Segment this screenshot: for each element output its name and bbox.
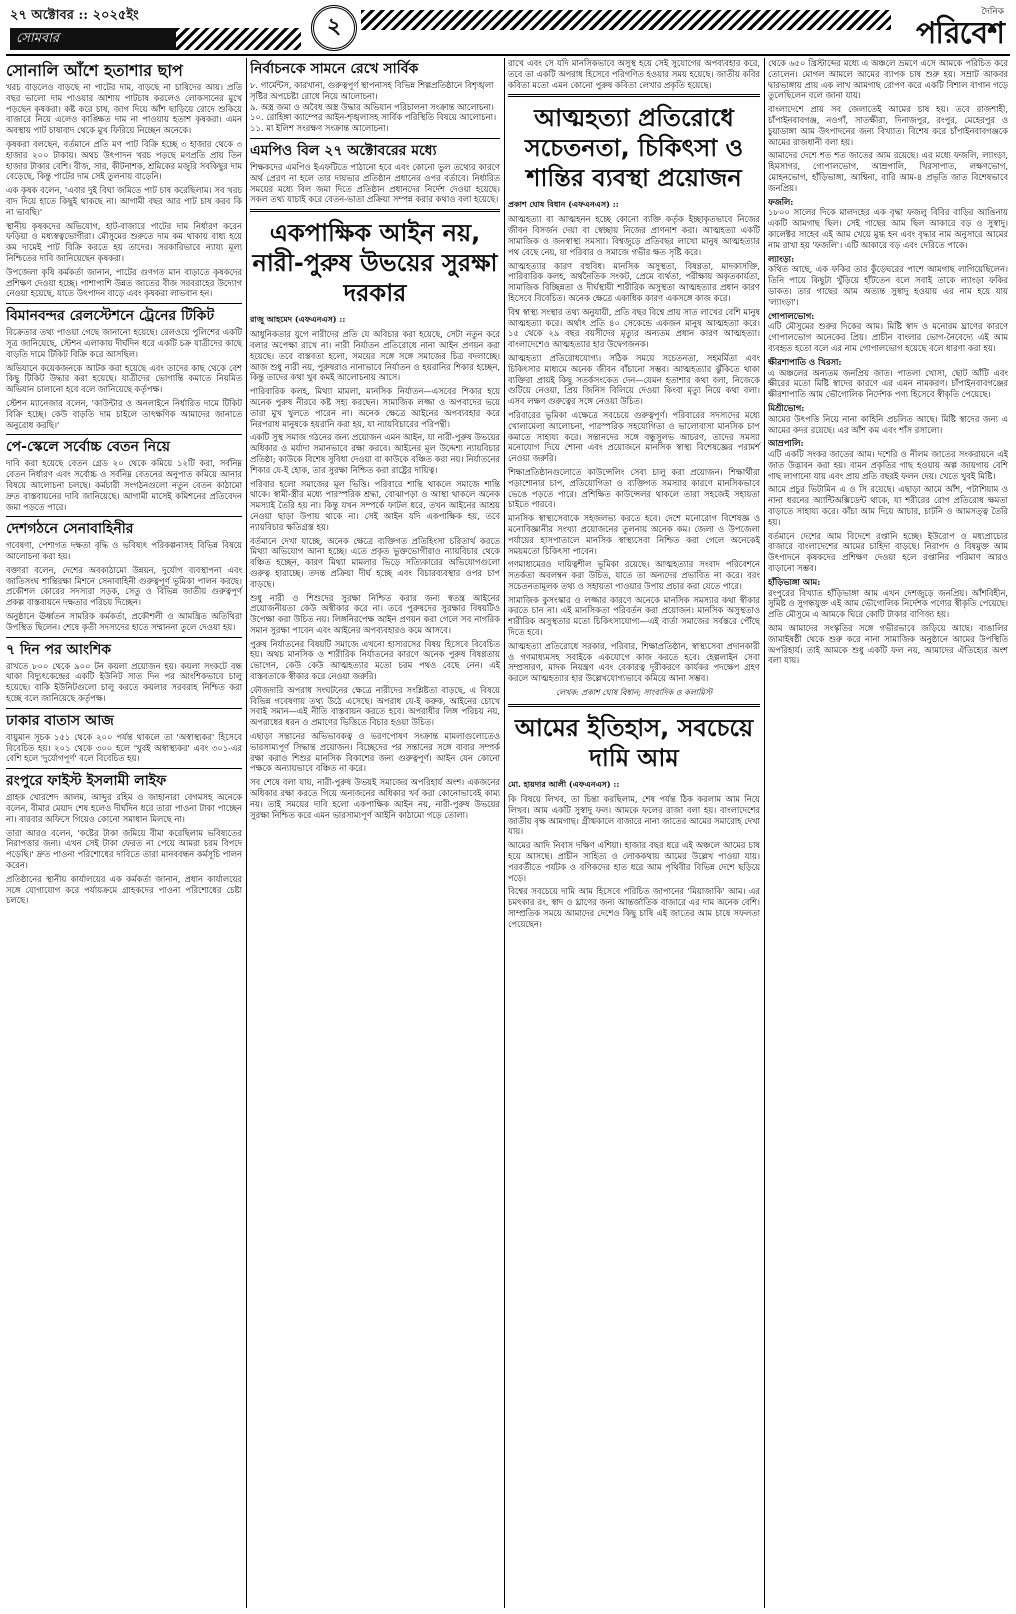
haribhanga-paragraph: আম আমাদের সংস্কৃতির সঙ্গে গভীরভাবে জড়িয়ে আছে। বাঙালির জামাইষষ্ঠী থেকে শুরু করে নানা সামাজিক অনুষ্ঠানে আমের উপস্থিতি অপরিহার্য। তাই আমকে শুধু একটি ফল নয়, আমাদের ঐতিহ্যের অংশ বলা যায়। — [768, 623, 1008, 666]
suicide-article-paragraph: পরিবারের ভূমিকা এক্ষেত্রে সবচেয়ে গুরুত্বপূর্ণ। পরিবারের সদস্যদের মধ্যে খোলামেলা আলোচনা, পারস্পরিক সহযোগিতা ও ভালোবাসা মানসিক চাপ কমাতে সাহায্য করে। সন্তানদের সঙ্গে বন্ধুসুলভ আচরণ, তাদের সমস্যা মনোযোগ দিয়ে শোনা এবং প্রয়োজনে মানসিক স্বাস্থ্য বিশেষজ্ঞের পরামর্শ নেওয়া জরুরি। — [508, 409, 760, 464]
suicide-article-paragraph: আত্মহত্যা প্রতিরোধে সরকার, পরিবার, শিক্ষাপ্রতিষ্ঠান, স্বাস্থ্যসেবা প্রদানকারী ও গণমাধ্যমসহ সবাইকে একযোগে কাজ করতে হবে। হেল্পলাইন সেবা সম্প্রসারণ, মাদক নিয়ন্ত্রণ এবং বেকারত্ব দূরীকরণে কার্যকর পদক্ষেপ গ্রহণ করলে আত্মহত্যার হার উল্লেখযোগ্যভাবে কমিয়ে আনা সম্ভব। — [508, 640, 760, 684]
mpo-headline: এমপিও বিল ২৭ অক্টোবরের মধ্যে — [250, 142, 437, 159]
power-headline: ৭ দিন পর আংশিক — [6, 641, 112, 658]
suicide-article-paragraph: মানসিক স্বাস্থ্যসেবাকে সহজলভ্য করতে হবে। দেশে মনোরোগ বিশেষজ্ঞ ও মনোবিজ্ঞানীর সংখ্যা প্রয়োজনের তুলনায় অনেক কম। জেলা ও উপজেলা পর্যায়ের হাসপাতালে মানসিক স্বাস্থ্যসেবা নিশ্চিত করা গেলে অনেকেই সময়মতো চিকিৎসা পাবেন। — [508, 513, 760, 556]
law-article-paragraph: এছাড়া সন্তানের অভিভাবকত্ব ও ভরণপোষণ সংক্রান্ত মামলাগুলোতেও ভারসাম্যপূর্ণ সিদ্ধান্ত প্রয়োজন। বিচ্ছেদের পর সন্তানের সঙ্গে বাবার সম্পর্ক রক্ষা করাও শিশুর মানসিক বিকাশের জন্য গুরুত্বপূর্ণ। আইন যেন কোনো পক্ষকে অন্যায়ভাবে বঞ্চিত না করে। — [250, 731, 500, 774]
jute-paragraph: উপজেলা কৃষি কর্মকর্তা জানান, পাটের গুণগত মান বাড়াতে কৃষকদের প্রশিক্ষণ দেওয়া হচ্ছে। পাশাপাশি উন্নত জাতের বীজ সরবরাহের উদ্যোগ নেওয়া হয়েছে, যাতে উৎপাদন বাড়ে এবং কৃষকরা লাভবান হন। — [6, 266, 242, 299]
amrapali-paragraph: আমে প্রচুর ভিটামিন এ ও সি রয়েছে। এছাড়া আমে আঁশ, পটাশিয়াম ও নানা ধরনের অ্যান্টিঅক্সিডেন্ট থাকে, যা শরীরের রোগ প্রতিরোধ ক্ষমতা বাড়াতে সাহায্য করে। কাঁচা আম দিয়ে আচার, চাটনি ও আমসত্ত্ব তৈরি হয়। — [768, 484, 1008, 527]
jute-paragraph: স্থানীয় কৃষকদের অভিযোগ, হাট-বাজারে পাটের দাম নির্ধারণ করেন ফড়িয়া ও মধ্যস্বত্বভোগীরা। মৌসুমের শুরুতে দাম কম থাকায় বাধ্য হয়ে কম দামেই পাট বিক্রি করতে হয় তাদের। সরকারিভাবে ন্যায্য মূল্য নিশ্চিতের দাবি জানিয়েছেন কৃষকরা। — [6, 220, 242, 263]
subhead-haribhanga: হাঁড়িভাঙ্গা আম: — [768, 576, 821, 587]
insurance-paragraph: গ্রাহক খোরশেদ আলম, আব্দুর রহিম ও জাহানারা বেগমসহ অনেকে বলেন, বীমার মেয়াদ শেষ হলেও দীর্ঘদিন ধরে তারা পাওনা টাকা পাচ্ছেন না। বারবার অফিসে গিয়েও কোনো সমাধান মিলছে না। — [6, 792, 242, 824]
newspaper-logo — [894, 4, 1004, 50]
jute-headline: সোনালি আঁশে হতাশার ছাপ — [6, 61, 183, 80]
suicide-article-paragraph: সামাজিক কুসংস্কার ও লজ্জার কারণে অনেকে মানসিক সমস্যার কথা স্বীকার করতে চান না। এই মানসিকতা পরিবর্তন করা প্রয়োজন। মানসিক অসুস্থতাও শারীরিক অসুস্থতার মতো চিকিৎসাযোগ্য—এই বার্তা সমাজের সর্বস্তরে পৌঁছে দিতে হবে। — [508, 594, 760, 638]
list-item: ৮. গার্মেন্টস, কারখানা, গুরুত্বপূর্ণ স্থাপনাসহ বিভিন্ন শিল্পপ্রতিষ্ঠানে বিশৃঙ্খলা সৃষ্টির অপচেষ্টা রোধে নিয়ে আলোচনা। — [250, 80, 494, 101]
mango-article-paragraph: কি বিষয়ে লিখব, তা চিন্তা করছিলাম, শেষ পর্যন্ত ঠিক করলাম আম নিয়ে লিখব। আম একটি সুস্বাদু ফল। আমকে ফলের রাজা বলা হয়। বাংলাদেশের জাতীয় বৃক্ষ আমগাছ। গ্রীষ্মকালে বাজারে নানা জাতের আমের সমারোহ দেখা যায়। — [508, 794, 760, 837]
logo-prefix: দৈনিক — [981, 7, 1004, 17]
air-quality-paragraph: বায়ুমান সূচক ১৫১ থেকে ২০০ পর্যন্ত থাকলে তা 'অস্বাস্থ্যকর' হিসেবে বিবেচিত হয়। ২০১ থেকে ৩০০ হলে 'খুবই অস্বাস্থ্যকর' এবং ৩০১-এর বেশি হলে 'দুর্যোগপূর্ণ' বলে বিবেচিত হয়। — [6, 731, 242, 764]
divider — [6, 768, 242, 769]
suicide-article-byline: প্রকাশ ঘোষ বিধান (এফএনএস) :: — [508, 199, 619, 210]
mpo-paragraph: শিক্ষকদের এমপিও ইএফটিতে পাঠানো হবে এবং কোনো ভুল তথ্যের কারণে অর্থ প্রেরণ না হলে তার দায়ভার প্রতিষ্ঠান প্রধানের ওপর বর্তাবে। নির্ধারিত সময়ের মধ্যে বিল জমা দিতে প্রতিষ্ঠান প্রধানদের নির্দেশ দেওয়া হয়েছে। সকল তথ্য যাচাই করে বেতন-ভাতা প্রক্রিয়া সম্পন্ন করার কথাও বলা হয়েছে। — [250, 161, 500, 205]
mango-continued-paragraph: বাংলাদেশে প্রায় সব জেলাতেই আমের চাষ হয়। তবে রাজশাহী, চাঁপাইনবাবগঞ্জ, নওগাঁ, সাতক্ষীরা, দিনাজপুর, রংপুর, মেহেরপুর ও চুয়াডাঙ্গা আম উৎপাদনের জন্য বিখ্যাত। বিশেষ করে চাঁপাইনবাবগঞ্জকে আমের রাজধানী বলা হয়। — [768, 104, 1008, 147]
gopalbhog-paragraph: এটি মৌসুমের শুরুর দিকের আম। মিষ্টি স্বাদ ও মনোরম ঘ্রাণের কারণে গোপালভোগ অনেকের প্রিয়। প্রাচীন বাংলার ভোগ-নৈবেদ্যে এই আম ব্যবহৃত হতো বলে এর নাম গোপালভোগ হয়েছে বলে ধারণা করা হয়। — [768, 321, 1008, 353]
subhead-langra: ল্যাংড়া: — [768, 253, 795, 264]
divider — [6, 516, 242, 517]
law-article-paragraph: আধুনিকতার যুগে নারীদের প্রতি যে অবিচার করা হয়েছে, সেটা নতুন করে বলার অপেক্ষা রাখে না। নারী নির্যাতন প্রতিরোধে নানা আইন প্রণয়ন করা হয়েছে। তবে বাস্তবতা হলো, সময়ের সঙ্গে সঙ্গে সমাজের চিত্র বদলাচ্ছে। আজ শুধু নারী নয়, পুরুষরাও নানাভাবে নির্যাতন ও হয়রানির শিকার হচ্ছেন, কিন্তু তাদের কথা খুব কমই আলোচনায় আসে। — [250, 329, 500, 383]
suicide-article-paragraph: গণমাধ্যমেরও দায়িত্বশীল ভূমিকা রয়েছে। আত্মহত্যার সংবাদ পরিবেশনে সতর্কতা অবলম্বন করা উচিত, যাতে তা অন্যদের প্রভাবিত না করে। বরং সচেতনতামূলক তথ্য ও সহায়তা পাওয়ার উপায় প্রচার করা যেতে পারে। — [508, 559, 760, 591]
suicide-article-paragraph: বিশ্ব স্বাস্থ্য সংস্থার তথ্য অনুযায়ী, প্রতি বছর বিশ্বে প্রায় সাত লাখের বেশি মানুষ আত্মহত্যা করে। অর্থাৎ প্রতি ৪০ সেকেন্ডে একজন মানুষ আত্মহত্যা করে। ১৫ থেকে ২৯ বছর বয়সীদের মৃত্যুর অন্যতম প্রধান কারণ আত্মহত্যা। বাংলাদেশেও আত্মহত্যার হার উদ্বেগজনক। — [508, 306, 760, 350]
law-article-headline: একপাক্ষিক আইন নয়, নারী-পুরুষ উভয়ের সুরক্ষা দরকার — [252, 219, 498, 308]
divider — [6, 708, 242, 709]
column-4 — [768, 58, 1008, 1608]
mango-article-byline: মো. হায়দার আলী (এফএনএস) :: — [508, 779, 620, 790]
insurance-paragraph: তারা আরও বলেন, 'কষ্টের টাকা জমিয়ে বীমা করেছিলাম ভবিষ্যতের নিরাপত্তার জন্য। এখন সেই টাকা ফেরত না পেয়ে আমরা চরম বিপদে পড়েছি।' দ্রুত পাওনা পরিশোধের দাবিতে তারা মানববন্ধন কর্মসূচি পালন করেন। — [6, 827, 242, 871]
haribhanga-paragraph: রংপুরের বিখ্যাত হাঁড়িভাঙ্গা আম এখন দেশজুড়ে জনপ্রিয়। আঁশবিহীন, সুমিষ্ট ও সুগন্ধযুক্ত এই আম ভৌগোলিক নির্দেশক পণ্যের স্বীকৃতি পেয়েছে। প্রতি মৌসুমে এ আমকে ঘিরে কোটি টাকার বাণিজ্য হয়। — [768, 587, 1008, 620]
divider — [6, 637, 242, 638]
army-paragraph: বক্তারা বলেন, দেশের অবকাঠামো উন্নয়ন, দুর্যোগ ব্যবস্থাপনা এবং জাতিসংঘ শান্তিরক্ষা মিশনে সেনাবাহিনী গুরুত্বপূর্ণ ভূমিকা পালন করছে। প্রকৌশল কোরের সদস্যরা সড়ক, সেতু ও বিভিন্ন জাতীয় গুরুত্বপূর্ণ প্রকল্প বাস্তবায়নে দক্ষতার পরিচয় দিচ্ছেন। — [6, 564, 242, 608]
law-article-paragraph: বর্তমানে দেখা যাচ্ছে, অনেক ক্ষেত্রে ব্যক্তিগত প্রতিহিংসা চরিতার্থ করতে মিথ্যা অভিযোগ আনা হচ্ছে। এতে প্রকৃত ভুক্তভোগীরাও ন্যায়বিচার থেকে বঞ্চিত হচ্ছেন, কারণ মিথ্যা মামলার ভিড়ে সত্যিকারের অভিযোগগুলো গুরুত্ব হারাচ্ছে। তদন্ত প্রক্রিয়া দীর্ঘ হচ্ছে এবং বিচারব্যবস্থার ওপর চাপ বাড়ছে। — [250, 535, 500, 589]
air-quality-headline: ঢাকার বাতাস আজ — [6, 712, 114, 729]
suicide-article-paragraph: আত্মহত্যা বা আত্মহনন হচ্ছে কোনো ব্যক্তি কর্তৃক ইচ্ছাকৃতভাবে নিজের জীবন বিসর্জন দেয়া বা স্বেচ্ছায় নিজের প্রাণনাশ করা। আত্মহত্যা একটি সামাজিক ও জনস্বাস্থ্য সমস্যা। বিশ্বজুড়ে প্রতিবছর লাখো মানুষ আত্মহত্যার পথ বেছে নেয়, যা পরিবার ও সমাজে গভীর ক্ষত সৃষ্টি করে। — [508, 214, 760, 257]
jute-paragraph: কৃষকরা বলছেন, বর্তমানে প্রতি মণ পাট বিক্রি হচ্ছে ৩ হাজার থেকে ৩ হাজার ২০০ টাকায়। অথচ উৎপাদন খরচ পড়ছে মণপ্রতি প্রায় তিন হাজার টাকার বেশি। বীজ, সার, কীটনাশক, শ্রমিকের মজুরি সবকিছুর দাম বেড়েছে, কিন্তু পাটের দাম সেই তুলনায় বাড়েনি। — [6, 138, 242, 182]
weekday-label: সোমবার — [10, 28, 176, 50]
jute-paragraph: খরচ বাড়লেও বাড়ছে না পাটের দাম, বাড়ছে না চাষিদের আয়। প্রতি বছর ভালো দাম পাওয়ার আশায় পাটচাষ করলেও লোকসানের মুখে পড়ছেন কৃষকরা। কষ্ট করে চাষ, জাগ দিয়ে আঁশ ছাড়িয়ে রোদে শুকিয়ে বাজারে নিয়ে এলেও কাঙ্ক্ষিত দাম না পাওয়ায় হতাশ কৃষকরা। এমন অবস্থায় পাট চাষাবাদ থেকে মুখ ফিরিয়ে নিচ্ছেন অনেকে। — [6, 82, 242, 136]
khirsapat-paragraph: এ অঞ্চলের অন্যতম জনপ্রিয় জাত। পাতলা খোসা, ছোট আঁটি এবং ক্ষীরের মতো মিষ্টি স্বাদের কারণে এর এমন নামকরণ। চাঁপাইনবাবগঞ্জের ক্ষীরশাপাতি আম ভৌগোলিক নির্দেশক পণ্য হিসেবে স্বীকৃতি পেয়েছে। — [768, 367, 1008, 400]
logo-title: পরিবেশ — [916, 16, 1004, 51]
suicide-article-paragraph: আত্মহত্যার কারণ বহুবিধ। মানসিক অসুস্থতা, বিষণ্ণতা, মাদকাসক্তি, পারিবারিক কলহ, অর্থনৈতিক সংকট, প্রেমে ব্যর্থতা, পরীক্ষায় অকৃতকার্যতা, সামাজিক বিচ্ছিন্নতা ও দীর্ঘস্থায়ী শারীরিক অসুস্থতা আত্মহত্যার প্রধান কারণ হিসেবে বিবেচিত। অনেক ক্ষেত্রে একাধিক কারণ একসঙ্গে কাজ করে। — [508, 260, 760, 303]
insurance-headline: রংপুরে ফাইস্ট ইসলামী লাইফ — [6, 773, 167, 790]
army-headline: দেশগঠনে সেনাবাহিনীর — [6, 521, 134, 538]
law-article-paragraph: একটি সুস্থ সমাজ গঠনের জন্য প্রয়োজন এমন আইন, যা নারী-পুরুষ উভয়ের অধিকার ও মর্যাদা সমানভাবে রক্ষা করবে। আইনের মূল উদ্দেশ্য ন্যায়বিচার প্রতিষ্ঠা; কাউকে বিশেষ সুবিধা দেওয়া বা কাউকে বঞ্চিত করা নয়। নির্যাতনের শিকার যে-ই হোক, তার সুরক্ষা নিশ্চিত করা রাষ্ট্রের দায়িত্ব। — [250, 432, 500, 475]
column-3 — [508, 58, 765, 1608]
mango-article-paragraph: বিশ্বের সবচেয়ে দামি আম হিসেবে পরিচিত জাপানের 'মিয়াজাকি' আম। এর চমৎকার রং, স্বাদ ও ঘ্রাণের জন্য আন্তর্জাতিক বাজারে এর দাম অনেক বেশি। সাম্প্রতিক সময়ে আমাদের দেশেও কিছু চাষি এই জাতের আম চাষে সফলতা পেয়েছেন। — [508, 886, 760, 929]
mishribhog-paragraph: আমের উৎপত্তি নিয়ে নানা কাহিনি প্রচলিত আছে। মিষ্টি স্বাদের জন্য এ আমের কদর রয়েছে। এর আঁশ কম এবং শাঁস রসালো। — [768, 413, 1008, 435]
subhead-gopalbhog: গোপালভোগ: — [768, 310, 815, 321]
langra-paragraph: কথিত আছে, এক ফকির তার কুঁড়েঘরের পাশে আমগাছ লাগিয়েছিলেন। তিনি পায়ে কিছুটা খুঁড়িয়ে হাঁটতেন বলে সবাই তাকে ল্যাংড়া ফকির ডাকত। তার গাছের আম অত্যন্ত সুস্বাদু হওয়ায় এর নাম হয়ে যায় 'ল্যাংড়া'। — [768, 264, 1008, 307]
law-article-paragraph: সব শেষে বলা যায়, নারী-পুরুষ উভয়ই সমাজের অপরিহার্য অংশ। একজনের অধিকার রক্ষা করতে গিয়ে অন্যজনের অধিকার খর্ব করা কোনোভাবেই কাম্য নয়। তাই সময়ের দাবি হলো একপাক্ষিক আইন নয়, নারী-পুরুষ উভয়ের সুরক্ষা নিশ্চিত করে এমন ভারসাম্যপূর্ণ আইনি কাঠামো গড়ে তোলা। — [250, 777, 500, 820]
railway-paragraph: স্টেশন ম্যানেজার বলেন, 'কাউন্টার ও অনলাইনে নির্ধারিত দামে টিকিট বিক্রি হচ্ছে। কেউ বাড়তি দাম চাইলে তাৎক্ষণিক আমাদের জানাতে অনুরোধ করছি।' — [6, 397, 242, 430]
continued-paragraph: রাখে এবং সে যদি মানসিকভাবে অসুস্থ হয়ে সেই সুযোগের অপব্যবহার করে, তবে তা একটি অপরাধ হিসেবে পরিগণিত হওয়ার সময় হয়েছে। জাতীয় কবির কবিতা মতো এমন কোনো পুরুষ কবিতা লেখার প্রকৃতি হয়েছে। — [508, 58, 760, 90]
column-2 — [250, 58, 505, 1608]
suicide-article-paragraph: শিক্ষাপ্রতিষ্ঠানগুলোতে কাউন্সেলিং সেবা চালু করা প্রয়োজন। শিক্ষার্থীরা পড়াশোনার চাপ, প্রতিযোগিতা ও ব্যক্তিগত সমস্যার কারণে মানসিকভাবে ভেঙে পড়তে পারে। প্রশিক্ষিত কাউন্সেলর থাকলে তারা সহজেই সহায়তা চাইতে পারবে। — [508, 466, 760, 510]
subhead-khirsapat: ক্ষীরশাপাতি ও খিরসা: — [768, 356, 842, 367]
mango-article-paragraph: আমের আদি নিবাস দক্ষিণ এশিয়া। হাজার বছর ধরে এই অঞ্চলে আমের চাষ হয়ে আসছে। প্রাচীন সাহিত্য ও লোককথায় আমের উল্লেখ পাওয়া যায়। পরবর্তীতে পর্যটক ও বণিকদের হাত ধরে আম পৃথিবীর বিভিন্ন দেশে ছড়িয়ে পড়ে। — [508, 840, 760, 883]
suicide-article-headline: আত্মহত্যা প্রতিরোধে সচেতনতা, চিকিৎসা ও শান্তির ব্যবস্থা প্রয়োজন — [524, 104, 744, 193]
fazli-paragraph: ১৮০০ সালের দিকে মালদহের এক বৃদ্ধা ফজলু বিবির বাড়ির আঙিনায় একটি আমগাছ ছিল। সেই গাছের আম ছিল আকারে বড় ও সুস্বাদু। কালেক্টর সাহেব এই আম খেয়ে মুগ্ধ হন এবং বৃদ্ধার নাম অনুসারে আমের নাম রাখা হয় 'ফজলি'। এটি আকারে বড় এবং দেরিতে পাকে। — [768, 207, 1008, 250]
decorative-hatch-band — [361, 10, 891, 30]
divider — [6, 434, 242, 435]
railway-headline: বিমানবন্দর রেলস্টেশনে ট্রেনের টিকিট — [6, 308, 215, 325]
double-divider — [508, 704, 760, 707]
subhead-fazli: ফজলি: — [768, 196, 794, 207]
column-1 — [6, 58, 247, 1608]
masthead — [6, 4, 1010, 56]
law-article-paragraph: শুধু নারী ও শিশুদের সুরক্ষা নিশ্চিত করার জন্য স্বতন্ত্র আইনের প্রয়োজনীয়তা কেউ অস্বীকার করে না। তবে পুরুষদের সুরক্ষার বিষয়টিও উপেক্ষা করা উচিত নয়। লিঙ্গনিরপেক্ষ আইন প্রণয়ন করা গেলে সব নাগরিক সমান সুরক্ষা পাবেন এবং আইনের অপব্যবহারও কমে আসবে। — [250, 592, 500, 635]
list-item: ১০. রোহিঙ্গা ক্যাম্পের আইন-শৃঙ্খলাসহ সার্বিক পরিস্থিতি বিষয়ে আলোচনা। — [250, 112, 497, 123]
mango-continued-paragraph: আমাদের দেশে শত শত জাতের আম রয়েছে। এর মধ্যে ফজলি, ল্যাংড়া, হিমসাগর, গোপালভোগ, আম্রপালি, খিরসাপাত, লক্ষণভোগ, মোহনভোগ, হাঁড়িভাঙ্গা, আশ্বিনা, বারি আম-৪ প্রভৃতি জাত বিশেষভাবে জনপ্রিয়। — [768, 150, 1008, 193]
amrapali-paragraph: এটি একটি সংকর জাতের আম। দশেরি ও নীলম জাতের সংকরায়নে এই জাত উদ্ভাবন করা হয়। বামন প্রকৃতির গাছ হওয়ায় অল্প জায়গায় বেশি গাছ লাগানো যায় এবং প্রায় প্রতি বছরই ফলন দেয়। খেতে খুবই মিষ্টি। — [768, 449, 1008, 481]
subhead-amrapali: আম্রপালি: — [768, 438, 804, 449]
issue-date: ২৭ অক্টোবর :: ২০২৫ইং — [10, 8, 139, 23]
law-article-paragraph: পরিবার হলো সমাজের মূল ভিত্তি। পরিবারে শান্তি থাকলে সমাজে শান্তি থাকে। স্বামী-স্ত্রীর মধ্যে পারস্পরিক শ্রদ্ধা, বোঝাপড়া ও আস্থা থাকলে অনেক সমস্যাই তৈরি হয় না। কিন্তু যখন সম্পর্কে ফাটল ধরে, তখন আইনের আশ্রয় নেওয়া ছাড়া উপায় থাকে না। সেই আইন যদি একপাক্ষিক হয়, তবে ন্যায়বিচার ক্ষতিগ্রস্ত হয়। — [250, 478, 500, 532]
payscale-headline: পে-স্কেলে সর্বোচ্চ বেতন নিয়ে — [6, 439, 170, 456]
divider — [6, 303, 242, 304]
mango-continued-paragraph: থেকে ৬৫০ খ্রিস্টাব্দের মধ্যে এ অঞ্চলে ভ্রমণে এসে আমকে পরিচিত করে তোলেন। মোগল আমলে আমের ব্যাপক চাষ শুরু হয়। সম্রাট আকবর দ্বারভাঙ্গায় প্রায় এক লাখ আমগাছ রোপণ করে একটি বিশাল বাগান গড়ে তুলেছিলেন বলে জানা যায়। — [768, 58, 1008, 101]
law-article-paragraph: পারিবারিক কলহ, মিথ্যা মামলা, মানসিক নির্যাতন—এসবের শিকার হয়ে অনেক পুরুষ নীরবে কষ্ট সহ্য করছেন। সামাজিক লজ্জা ও অপবাদের ভয়ে তারা মুখ খুলতে পারেন না। অনেক ক্ষেত্রে আইনের অপব্যবহার করে নিরপরাধ মানুষকে হয়রানি করা হয়, যা ন্যায়বিচারের পরিপন্থী। — [250, 386, 500, 429]
railway-paragraph: বিক্রেতার তথ্য পাওয়া গেছে জানানো হয়েছে। রেলওয়ে পুলিশের একটি সূত্র জানিয়েছে, স্টেশন এলাকায় দীর্ঘদিন ধরে একটি চক্র যাত্রীদের কাছে বাড়তি দামে টিকিট বিক্রি করে আসছিল। — [6, 327, 242, 359]
mango-article-headline: আমের ইতিহাস, সবচেয়ে দামি আম — [514, 714, 754, 773]
double-divider — [508, 94, 760, 97]
amrapali-paragraph: বর্তমানে দেশের আম বিদেশে রপ্তানি হচ্ছে। ইউরোপ ও মধ্যপ্রাচ্যের বাজারে বাংলাদেশের আমের চাহিদা বাড়ছে। নিরাপদ ও বিষমুক্ত আম উৎপাদনে কৃষকদের প্রশিক্ষণ দেওয়া হলে রপ্তানির পরিমাণ আরও বাড়ানো সম্ভব। — [768, 530, 1008, 574]
election-agenda-list — [250, 80, 500, 134]
power-paragraph: রাখতে ৮০০ থেকে ৯০০ টন কয়লা প্রয়োজন হয়। কয়লা সংকটে বন্ধ থাকা বিদ্যুৎকেন্দ্রের একটি ইউনিট সাত দিন পর আংশিকভাবে চালু হয়েছে। বাকি ইউনিটগুলো চালু করতে কয়লার সরবরাহ নিশ্চিত করা হচ্ছে বলে জানিয়েছে কর্তৃপক্ষ। — [6, 660, 242, 704]
law-article-byline: রাজু আহমেদ (এফএনএস) :: — [250, 314, 346, 325]
payscale-paragraph: দাবি করা হয়েছে বেতন গ্রেড ২০ থেকে কমিয়ে ১২টি করা, সর্বনিম্ন বেতন নির্ধারণ এবং সর্বোচ্চ ও সর্বনিম্ন বেতনের অনুপাত কমিয়ে আনার বিষয়ে আলোচনা চলছে। কর্মচারী সংগঠনগুলো নতুন বেতন কাঠামো দ্রুত বাস্তবায়নের দাবি জানিয়েছে। আগামী মাসেই কমিশনের প্রতিবেদন জমা পড়তে পারে। — [6, 458, 242, 512]
decorative-hatch — [176, 28, 301, 50]
suicide-article-paragraph: আত্মহত্যা প্রতিরোধযোগ্য। সঠিক সময়ে সচেতনতা, সহমর্মিতা এবং চিকিৎসার মাধ্যমে অনেক জীবন বাঁচানো সম্ভব। আত্মহত্যার ঝুঁকিতে থাকা ব্যক্তিরা প্রায়ই কিছু সতর্কসংকেত দেন—যেমন হতাশার কথা বলা, নিজেকে গুটিয়ে নেওয়া, প্রিয় জিনিস বিলিয়ে দেওয়া কিংবা মৃত্যু নিয়ে কথা বলা। এসব লক্ষণ গুরুত্বের সঙ্গে নেওয়া উচিত। — [508, 352, 760, 407]
list-item: ১১. মা ইলিশ সংরক্ষণ সংক্রান্ত আলোচনা। — [250, 123, 389, 134]
election-headline: নির্বাচনকে সামনে রেখে সার্বিক — [250, 61, 419, 77]
law-article-paragraph: ফৌজদারি অপরাধ সংঘটনের ক্ষেত্রে নারীদের সংশ্লিষ্টতা বাড়ছে, এ বিষয়ে বিভিন্ন গবেষণায় তথ্য উঠে এসেছে। অপরাধ যে-ই করুক, আইনের চোখে সবাই সমান—এই নীতি বাস্তবায়ন করতে হবে। অপরাধীর লিঙ্গ পরিচয় নয়, অপরাধের ধরন ও প্রমাণের ভিত্তিতে বিচার হওয়া উচিত। — [250, 684, 500, 728]
jute-paragraph: এক কৃষক বলেন, 'এবার দুই বিঘা জমিতে পাট চাষ করেছিলাম। সব খরচ বাদ দিয়ে হাতে কিছুই থাকছে না। আগামী বছর আর পাট চাষ করব কি না ভাবছি।' — [6, 185, 242, 217]
subhead-mishribhog: মিশ্রীভোগ: — [768, 402, 805, 413]
author-note: লেখক: প্রকাশ ঘোষ বিধান; সাংবাদিক ও কলামিস্ট — [555, 688, 713, 698]
army-paragraph: অনুষ্ঠানে ঊর্ধ্বতন সামরিক কর্মকর্তা, প্রকৌশলী ও আমন্ত্রিত অতিথিরা উপস্থিত ছিলেন। শেষে কৃতী সদস্যদের হাতে সম্মাননা তুলে দেওয়া হয়। — [6, 611, 242, 632]
list-item: ৯. অস্ত্র জমা ও অবৈধ অস্ত্র উদ্ধার অভিযান পরিচালনা সংক্রান্ত আলোচনা। — [250, 101, 494, 112]
page-number: ২ — [311, 5, 357, 51]
law-article-paragraph: পুরুষ নির্যাতনের বিষয়টি সমাজে এখনো হাস্যরসের বিষয় হিসেবে বিবেচিত হয়। অথচ মানসিক ও শারীরিক নির্যাতনের কারণে অনেক পুরুষ বিষণ্ণতায় ভোগেন, কেউ কেউ আত্মহত্যার মতো চরম পথও বেছে নেন। এই বাস্তবতাকে স্বীকার করে নেওয়া জরুরি। — [250, 638, 500, 682]
railway-paragraph: অভিযানে কয়েকজনকে আটক করা হয়েছে এবং তাদের কাছ থেকে বেশ কিছু টিকিট উদ্ধার করা হয়েছে। যাত্রীদের ভোগান্তি কমাতে নিয়মিত অভিযান চালানো হবে বলে জানিয়েছে কর্তৃপক্ষ। — [6, 362, 242, 395]
divider — [250, 138, 500, 139]
double-divider — [250, 209, 500, 212]
army-paragraph: গবেষণা, পেশাগত দক্ষতা বৃদ্ধি ও ভবিষ্যৎ পরিকল্পনাসহ বিভিন্ন বিষয়ে আলোচনা করা হয়। — [6, 540, 242, 562]
insurance-paragraph: প্রতিষ্ঠানের স্থানীয় কার্যালয়ের এক কর্মকর্তা জানান, প্রধান কার্যালয়ের সঙ্গে যোগাযোগ করে পর্যায়ক্রমে গ্রাহকদের পাওনা পরিশোধের চেষ্টা চলছে। — [6, 873, 242, 906]
